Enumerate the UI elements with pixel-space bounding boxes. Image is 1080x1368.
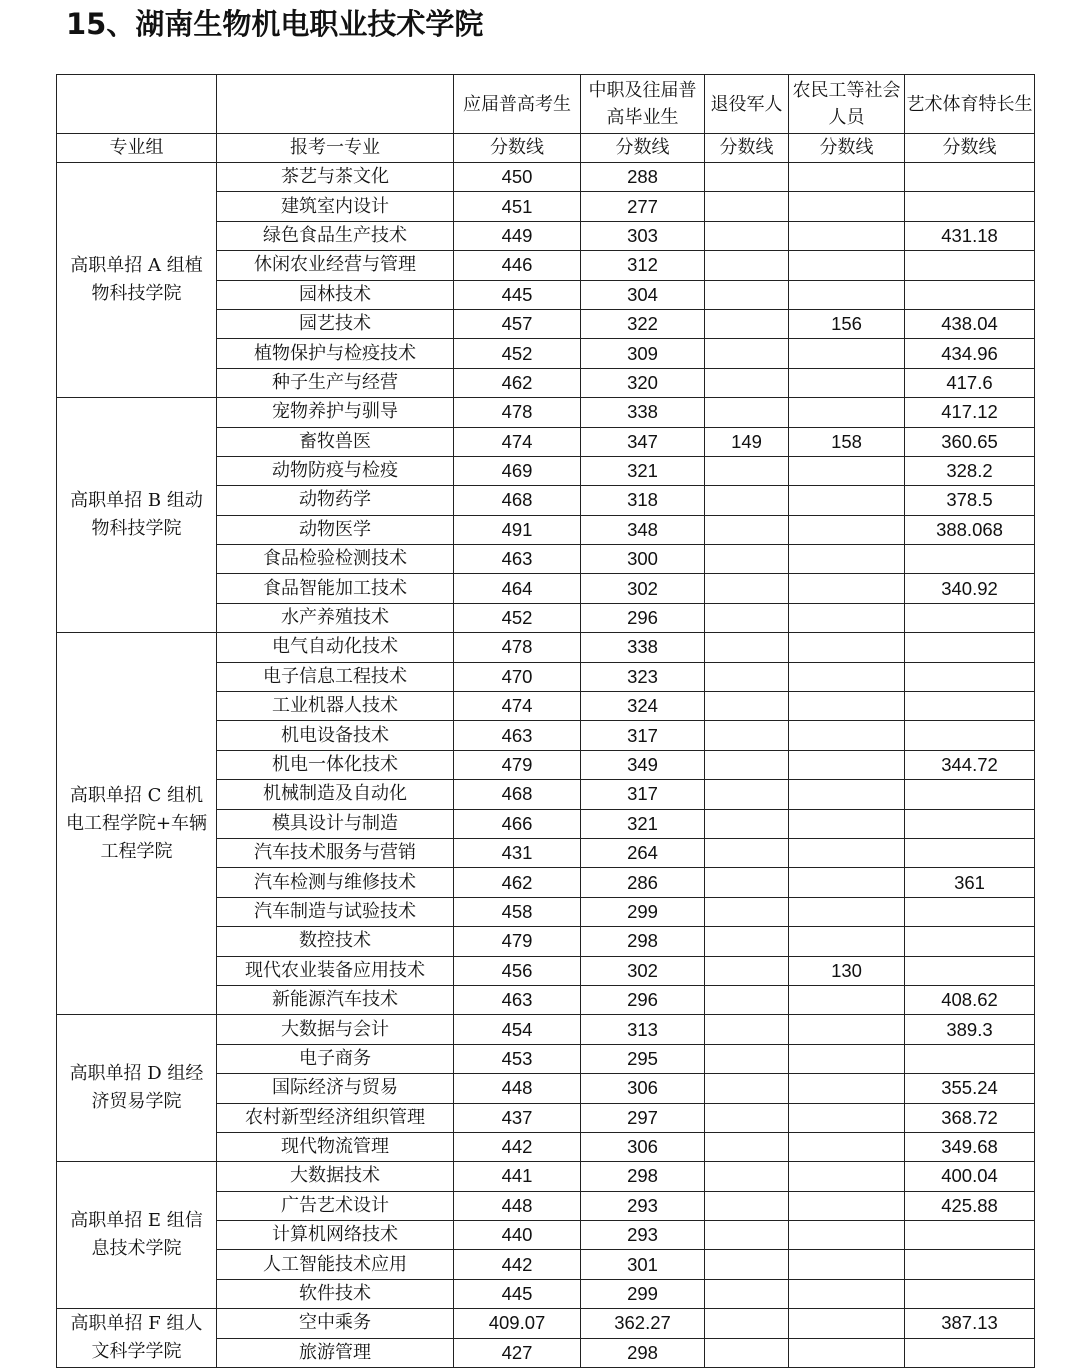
major-name: 软件技术 <box>217 1279 454 1308</box>
score-migrant-worker <box>789 1221 905 1250</box>
score-migrant-worker <box>789 1191 905 1220</box>
score-art-sports <box>905 1338 1035 1367</box>
score-veteran <box>705 1015 789 1044</box>
score-fresh-graduate: 463 <box>454 545 581 574</box>
major-name: 计算机网络技术 <box>217 1221 454 1250</box>
score-vocational: 362.27 <box>581 1309 705 1338</box>
score-veteran <box>705 309 789 338</box>
score-art-sports <box>905 1250 1035 1279</box>
score-migrant-worker <box>789 486 905 515</box>
major-name: 水产养殖技术 <box>217 603 454 632</box>
score-art-sports <box>905 809 1035 838</box>
score-veteran <box>705 838 789 867</box>
table-row <box>57 633 1035 662</box>
score-veteran <box>705 1191 789 1220</box>
score-migrant-worker <box>789 662 905 691</box>
score-migrant-worker <box>789 1250 905 1279</box>
score-art-sports: 349.68 <box>905 1132 1035 1161</box>
score-fresh-graduate: 469 <box>454 456 581 485</box>
major-name: 动物防疫与检疫 <box>217 456 454 485</box>
major-name: 园艺技术 <box>217 309 454 338</box>
score-art-sports: 434.96 <box>905 339 1035 368</box>
major-name: 植物保护与检疫技术 <box>217 339 454 368</box>
score-migrant-worker <box>789 251 905 280</box>
score-vocational: 293 <box>581 1221 705 1250</box>
header-sub-5: 分数线 <box>905 134 1035 163</box>
score-art-sports <box>905 1044 1035 1073</box>
score-fresh-graduate: 448 <box>454 1074 581 1103</box>
score-vocational: 317 <box>581 721 705 750</box>
score-art-sports <box>905 780 1035 809</box>
score-vocational: 321 <box>581 809 705 838</box>
score-veteran <box>705 603 789 632</box>
score-vocational: 298 <box>581 1338 705 1367</box>
score-migrant-worker <box>789 721 905 750</box>
score-veteran <box>705 662 789 691</box>
major-name: 现代农业装备应用技术 <box>217 956 454 985</box>
major-name: 空中乘务 <box>217 1309 454 1338</box>
score-veteran <box>705 280 789 309</box>
score-migrant-worker <box>789 545 905 574</box>
score-fresh-graduate: 462 <box>454 868 581 897</box>
score-fresh-graduate: 470 <box>454 662 581 691</box>
score-fresh-graduate: 409.07 <box>454 1309 581 1338</box>
score-fresh-graduate: 450 <box>454 163 581 192</box>
score-vocational: 318 <box>581 486 705 515</box>
score-migrant-worker: 158 <box>789 427 905 456</box>
score-fresh-graduate: 437 <box>454 1103 581 1132</box>
score-veteran <box>705 1338 789 1367</box>
score-migrant-worker <box>789 1309 905 1338</box>
score-migrant-worker <box>789 280 905 309</box>
score-migrant-worker <box>789 339 905 368</box>
score-migrant-worker <box>789 221 905 250</box>
score-art-sports: 408.62 <box>905 985 1035 1014</box>
score-veteran <box>705 515 789 544</box>
table-row <box>57 1162 1035 1191</box>
score-fresh-graduate: 451 <box>454 192 581 221</box>
header-col-2: 中职及往届普高毕业生 <box>581 75 705 134</box>
score-vocational: 323 <box>581 662 705 691</box>
major-name: 建筑室内设计 <box>217 192 454 221</box>
score-fresh-graduate: 478 <box>454 633 581 662</box>
score-vocational: 321 <box>581 456 705 485</box>
score-migrant-worker <box>789 192 905 221</box>
major-name: 旅游管理 <box>217 1338 454 1367</box>
score-veteran <box>705 868 789 897</box>
score-migrant-worker <box>789 780 905 809</box>
score-veteran <box>705 1074 789 1103</box>
score-veteran <box>705 1250 789 1279</box>
score-veteran <box>705 1044 789 1073</box>
score-vocational: 298 <box>581 927 705 956</box>
header-row-top <box>57 75 1035 134</box>
major-name: 园林技术 <box>217 280 454 309</box>
score-art-sports: 344.72 <box>905 750 1035 779</box>
score-migrant-worker <box>789 368 905 397</box>
header-group-label: 专业组 <box>57 134 217 163</box>
score-migrant-worker <box>789 809 905 838</box>
score-fresh-graduate: 453 <box>454 1044 581 1073</box>
score-vocational: 324 <box>581 692 705 721</box>
score-veteran <box>705 1162 789 1191</box>
score-veteran <box>705 956 789 985</box>
score-vocational: 338 <box>581 398 705 427</box>
score-vocational: 264 <box>581 838 705 867</box>
score-fresh-graduate: 427 <box>454 1338 581 1367</box>
major-name: 动物医学 <box>217 515 454 544</box>
score-fresh-graduate: 466 <box>454 809 581 838</box>
major-name: 机电设备技术 <box>217 721 454 750</box>
score-vocational: 286 <box>581 868 705 897</box>
score-veteran <box>705 486 789 515</box>
score-art-sports: 361 <box>905 868 1035 897</box>
major-name: 汽车检测与维修技术 <box>217 868 454 897</box>
score-fresh-graduate: 457 <box>454 309 581 338</box>
major-name: 食品检验检测技术 <box>217 545 454 574</box>
score-vocational: 288 <box>581 163 705 192</box>
score-art-sports <box>905 721 1035 750</box>
score-veteran <box>705 692 789 721</box>
score-veteran <box>705 780 789 809</box>
table-row <box>57 398 1035 427</box>
score-veteran <box>705 574 789 603</box>
score-fresh-graduate: 431 <box>454 838 581 867</box>
score-art-sports <box>905 1279 1035 1308</box>
score-art-sports <box>905 838 1035 867</box>
score-veteran <box>705 1103 789 1132</box>
score-fresh-graduate: 474 <box>454 692 581 721</box>
score-migrant-worker <box>789 927 905 956</box>
score-migrant-worker <box>789 1162 905 1191</box>
major-name: 机电一体化技术 <box>217 750 454 779</box>
page-title: 15、湖南生物机电职业技术学院 <box>66 7 484 41</box>
score-art-sports: 368.72 <box>905 1103 1035 1132</box>
score-fresh-graduate: 446 <box>454 251 581 280</box>
score-fresh-graduate: 442 <box>454 1250 581 1279</box>
score-fresh-graduate: 452 <box>454 603 581 632</box>
score-veteran <box>705 368 789 397</box>
score-vocational: 304 <box>581 280 705 309</box>
score-vocational: 309 <box>581 339 705 368</box>
score-migrant-worker: 156 <box>789 309 905 338</box>
score-fresh-graduate: 478 <box>454 398 581 427</box>
score-fresh-graduate: 479 <box>454 750 581 779</box>
score-art-sports: 389.3 <box>905 1015 1035 1044</box>
score-veteran <box>705 1309 789 1338</box>
major-name: 绿色食品生产技术 <box>217 221 454 250</box>
score-migrant-worker <box>789 838 905 867</box>
major-name: 汽车技术服务与营销 <box>217 838 454 867</box>
score-fresh-graduate: 462 <box>454 368 581 397</box>
major-name: 休闲农业经营与管理 <box>217 251 454 280</box>
score-vocational: 313 <box>581 1015 705 1044</box>
score-veteran <box>705 545 789 574</box>
score-fresh-graduate: 454 <box>454 1015 581 1044</box>
major-name: 大数据技术 <box>217 1162 454 1191</box>
header-col-1: 应届普高考生 <box>454 75 581 134</box>
major-name: 现代物流管理 <box>217 1132 454 1161</box>
score-veteran <box>705 633 789 662</box>
header-sub-2: 分数线 <box>581 134 705 163</box>
group-name: 高职单招 D 组经济贸易学院 <box>57 1015 217 1162</box>
group-name: 高职单招 C 组机电工程学院+车辆工程学院 <box>57 633 217 1015</box>
score-vocational: 348 <box>581 515 705 544</box>
score-art-sports: 417.12 <box>905 398 1035 427</box>
major-name: 电子信息工程技术 <box>217 662 454 691</box>
score-veteran <box>705 192 789 221</box>
score-art-sports <box>905 280 1035 309</box>
major-name: 电气自动化技术 <box>217 633 454 662</box>
score-art-sports <box>905 545 1035 574</box>
score-vocational: 320 <box>581 368 705 397</box>
score-table <box>56 74 1035 1368</box>
score-fresh-graduate: 463 <box>454 985 581 1014</box>
score-fresh-graduate: 491 <box>454 515 581 544</box>
header-sub-1: 分数线 <box>454 134 581 163</box>
score-migrant-worker <box>789 1044 905 1073</box>
score-migrant-worker <box>789 456 905 485</box>
table-row <box>57 1015 1035 1044</box>
group-name: 高职单招 A 组植物科技学院 <box>57 163 217 398</box>
score-migrant-worker <box>789 750 905 779</box>
major-name: 机械制造及自动化 <box>217 780 454 809</box>
score-veteran <box>705 927 789 956</box>
score-vocational: 338 <box>581 633 705 662</box>
score-vocational: 296 <box>581 985 705 1014</box>
score-veteran <box>705 809 789 838</box>
score-art-sports <box>905 192 1035 221</box>
score-art-sports <box>905 603 1035 632</box>
header-col-5: 艺术体育特长生 <box>905 75 1035 134</box>
score-art-sports: 355.24 <box>905 1074 1035 1103</box>
score-veteran <box>705 339 789 368</box>
score-vocational: 302 <box>581 956 705 985</box>
table-body <box>57 75 1035 1368</box>
score-fresh-graduate: 452 <box>454 339 581 368</box>
score-vocational: 295 <box>581 1044 705 1073</box>
score-art-sports: 400.04 <box>905 1162 1035 1191</box>
score-migrant-worker <box>789 1132 905 1161</box>
score-fresh-graduate: 474 <box>454 427 581 456</box>
score-art-sports: 438.04 <box>905 309 1035 338</box>
score-fresh-graduate: 464 <box>454 574 581 603</box>
score-migrant-worker <box>789 1103 905 1132</box>
score-vocational: 299 <box>581 897 705 926</box>
major-name: 茶艺与茶文化 <box>217 163 454 192</box>
score-veteran <box>705 398 789 427</box>
score-vocational: 296 <box>581 603 705 632</box>
score-art-sports <box>905 1221 1035 1250</box>
score-vocational: 317 <box>581 780 705 809</box>
score-vocational: 322 <box>581 309 705 338</box>
score-veteran <box>705 721 789 750</box>
score-veteran <box>705 750 789 779</box>
major-name: 动物药学 <box>217 486 454 515</box>
major-name: 模具设计与制造 <box>217 809 454 838</box>
score-migrant-worker <box>789 868 905 897</box>
score-art-sports: 388.068 <box>905 515 1035 544</box>
score-veteran: 149 <box>705 427 789 456</box>
score-veteran <box>705 985 789 1014</box>
header-blank-major <box>217 75 454 134</box>
score-fresh-graduate: 456 <box>454 956 581 985</box>
score-fresh-graduate: 468 <box>454 486 581 515</box>
score-vocational: 300 <box>581 545 705 574</box>
score-migrant-worker <box>789 633 905 662</box>
table-row <box>57 163 1035 192</box>
score-fresh-graduate: 458 <box>454 897 581 926</box>
score-veteran <box>705 163 789 192</box>
score-art-sports: 417.6 <box>905 368 1035 397</box>
major-name: 农村新型经济组织管理 <box>217 1103 454 1132</box>
score-migrant-worker <box>789 1279 905 1308</box>
major-name: 宠物养护与驯导 <box>217 398 454 427</box>
score-vocational: 306 <box>581 1132 705 1161</box>
score-fresh-graduate: 442 <box>454 1132 581 1161</box>
score-art-sports: 360.65 <box>905 427 1035 456</box>
score-fresh-graduate: 445 <box>454 280 581 309</box>
major-name: 新能源汽车技术 <box>217 985 454 1014</box>
score-vocational: 299 <box>581 1279 705 1308</box>
major-name: 工业机器人技术 <box>217 692 454 721</box>
score-migrant-worker <box>789 692 905 721</box>
major-name: 大数据与会计 <box>217 1015 454 1044</box>
header-col-4: 农民工等社会人员 <box>789 75 905 134</box>
score-fresh-graduate: 463 <box>454 721 581 750</box>
major-name: 汽车制造与试验技术 <box>217 897 454 926</box>
score-art-sports <box>905 163 1035 192</box>
score-migrant-worker: 130 <box>789 956 905 985</box>
score-art-sports: 378.5 <box>905 486 1035 515</box>
score-migrant-worker <box>789 398 905 427</box>
score-veteran <box>705 221 789 250</box>
group-name: 高职单招 B 组动物科技学院 <box>57 398 217 633</box>
score-art-sports <box>905 956 1035 985</box>
score-veteran <box>705 1221 789 1250</box>
score-fresh-graduate: 479 <box>454 927 581 956</box>
score-vocational: 297 <box>581 1103 705 1132</box>
header-col-3: 退役军人 <box>705 75 789 134</box>
major-name: 国际经济与贸易 <box>217 1074 454 1103</box>
score-vocational: 306 <box>581 1074 705 1103</box>
table-row <box>57 1309 1035 1338</box>
major-name: 食品智能加工技术 <box>217 574 454 603</box>
score-art-sports: 340.92 <box>905 574 1035 603</box>
header-row-bottom <box>57 134 1035 163</box>
score-art-sports: 431.18 <box>905 221 1035 250</box>
score-fresh-graduate: 441 <box>454 1162 581 1191</box>
group-name: 高职单招 F 组人文科学学院 <box>57 1309 217 1368</box>
score-art-sports: 328.2 <box>905 456 1035 485</box>
header-sub-3: 分数线 <box>705 134 789 163</box>
score-vocational: 298 <box>581 1162 705 1191</box>
major-name: 种子生产与经营 <box>217 368 454 397</box>
score-migrant-worker <box>789 1015 905 1044</box>
score-migrant-worker <box>789 515 905 544</box>
score-veteran <box>705 1279 789 1308</box>
major-name: 广告艺术设计 <box>217 1191 454 1220</box>
group-name: 高职单招 E 组信息技术学院 <box>57 1162 217 1309</box>
major-name: 数控技术 <box>217 927 454 956</box>
score-migrant-worker <box>789 897 905 926</box>
score-art-sports: 387.13 <box>905 1309 1035 1338</box>
score-art-sports <box>905 897 1035 926</box>
score-art-sports: 425.88 <box>905 1191 1035 1220</box>
score-fresh-graduate: 449 <box>454 221 581 250</box>
score-veteran <box>705 251 789 280</box>
score-migrant-worker <box>789 163 905 192</box>
major-name: 畜牧兽医 <box>217 427 454 456</box>
header-major-label: 报考一专业 <box>217 134 454 163</box>
score-vocational: 293 <box>581 1191 705 1220</box>
score-migrant-worker <box>789 1338 905 1367</box>
score-veteran <box>705 897 789 926</box>
score-fresh-graduate: 445 <box>454 1279 581 1308</box>
score-vocational: 349 <box>581 750 705 779</box>
score-art-sports <box>905 927 1035 956</box>
score-fresh-graduate: 440 <box>454 1221 581 1250</box>
score-vocational: 302 <box>581 574 705 603</box>
score-fresh-graduate: 448 <box>454 1191 581 1220</box>
major-name: 人工智能技术应用 <box>217 1250 454 1279</box>
score-fresh-graduate: 468 <box>454 780 581 809</box>
score-veteran <box>705 1132 789 1161</box>
score-vocational: 312 <box>581 251 705 280</box>
major-name: 电子商务 <box>217 1044 454 1073</box>
header-blank-group <box>57 75 217 134</box>
score-art-sports <box>905 692 1035 721</box>
score-vocational: 303 <box>581 221 705 250</box>
header-sub-4: 分数线 <box>789 134 905 163</box>
score-migrant-worker <box>789 574 905 603</box>
score-veteran <box>705 456 789 485</box>
score-art-sports <box>905 633 1035 662</box>
score-migrant-worker <box>789 1074 905 1103</box>
score-vocational: 301 <box>581 1250 705 1279</box>
score-migrant-worker <box>789 985 905 1014</box>
score-migrant-worker <box>789 603 905 632</box>
score-vocational: 347 <box>581 427 705 456</box>
score-art-sports <box>905 662 1035 691</box>
score-art-sports <box>905 251 1035 280</box>
score-vocational: 277 <box>581 192 705 221</box>
